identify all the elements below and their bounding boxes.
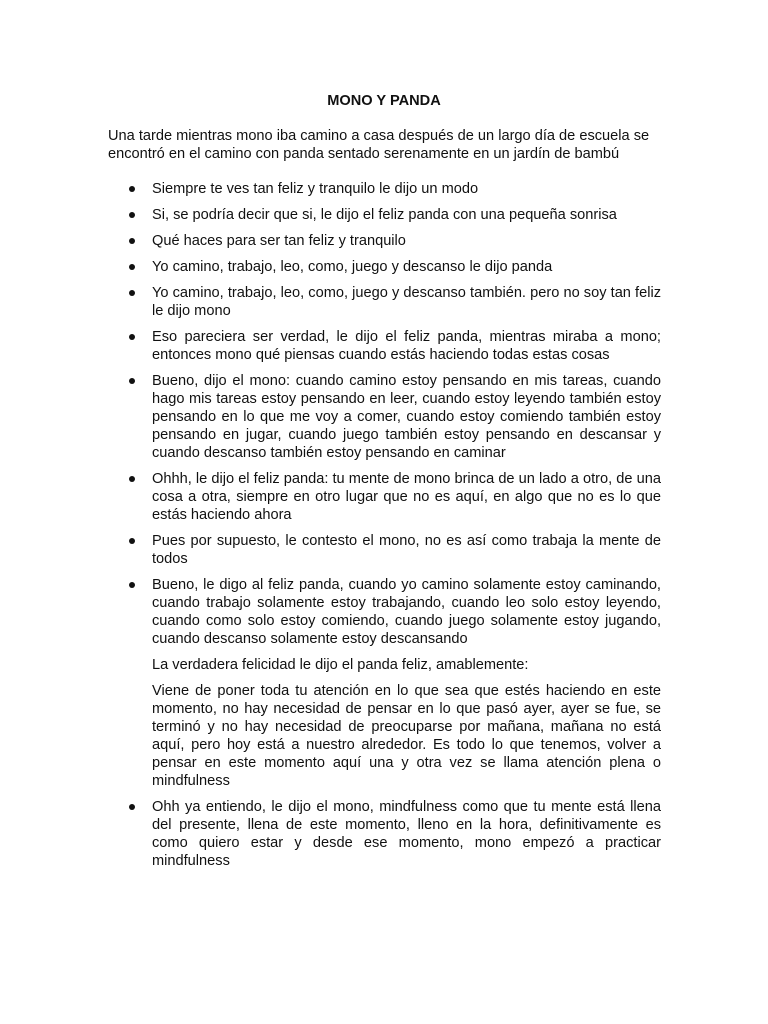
list-item-text: Yo camino, trabajo, leo, como, juego y descanso le dijo panda <box>152 259 553 275</box>
list-item-text: Qué haces para ser tan feliz y tranquilo <box>152 233 406 249</box>
list-item-9 <box>152 532 661 568</box>
list-item-1 <box>152 180 661 198</box>
list-item-11 <box>152 798 661 870</box>
dialogue-list <box>152 180 661 878</box>
list-item-text: Pues por supuesto, le contesto el mono, no es así como trabaja la mente de todos <box>152 533 661 567</box>
paragraph-viene-de-poner <box>152 682 661 790</box>
list-item-text: Ohhh, le dijo el feliz panda: tu mente de mono brinca de un lado a otro, de una cosa a otra, siempre en otro lugar que no es aquí, en algo que no es lo que estás haciendo ahora <box>152 471 661 523</box>
list-item-6 <box>152 328 661 364</box>
paragraph-verdadera-felicidad <box>152 656 661 674</box>
list-item-text: Si, se podría decir que si, le dijo el feliz panda con una pequeña sonrisa <box>152 207 617 223</box>
list-item-text: Eso pareciera ser verdad, le dijo el feliz panda, mientras miraba a mono; entonces mono qué piensas cuando estás haciendo todas estas cosas <box>152 329 661 363</box>
paragraph-text: La verdadera felicidad le dijo el panda feliz, amablemente: <box>152 657 529 673</box>
list-item-5 <box>152 284 661 320</box>
paragraph-text: Viene de poner toda tu atención en lo que sea que estés haciendo en este momento, no hay necesidad de pensar en lo que pasó ayer, ayer se fue, se terminó y no hay necesidad de preocuparse por mañana, mañana no está aquí, pero hoy está a nuestro alrededor. Es todo lo que tenemos, volver a pensar en este momento aquí una y otra vez se llama atención plena o mindfulness <box>152 683 661 789</box>
list-item-text: Bueno, dijo el mono: cuando camino estoy pensando en mis tareas, cuando hago mis tareas estoy pensando en leer, cuando estoy leyendo también estoy pensando en lo que me voy a comer, cuando estoy comiendo también estoy pensando en jugar, cuando juego también estoy pensando en descansar y cuando descanso también estoy pensando en caminar <box>152 373 661 461</box>
list-item-10 <box>152 576 661 648</box>
list-item-text: Yo camino, trabajo, leo, como, juego y descanso también. pero no soy tan feliz le dijo mono <box>152 285 661 319</box>
list-item-3 <box>152 232 661 250</box>
document-title: MONO Y PANDA <box>327 93 441 109</box>
list-item-7 <box>152 372 661 462</box>
list-item-2 <box>152 206 661 224</box>
list-item-4 <box>152 258 661 276</box>
list-item-text: Siempre te ves tan feliz y tranquilo le dijo un modo <box>152 181 479 197</box>
list-item-8 <box>152 470 661 524</box>
intro-paragraph: Una tarde mientras mono iba camino a casa después de un largo día de escuela se encontró en el camino con panda sentado serenamente en un jardín de bambú <box>108 128 650 162</box>
list-item-text: Bueno, le digo al feliz panda, cuando yo camino solamente estoy caminando, cuando trabajo solamente estoy trabajando, cuando leo solo estoy leyendo, cuando como solo estoy comiendo, cuando juego solamente estoy jugando, cuando descanso solamente estoy descansando <box>152 577 661 647</box>
list-item-text: Ohh ya entiendo, le dijo el mono, mindfulness como que tu mente está llena del presente, llena de este momento, lleno en la hora, definitivamente es como quiero estar y desde ese momento, mono empezó a practicar mindfulness <box>152 799 661 869</box>
